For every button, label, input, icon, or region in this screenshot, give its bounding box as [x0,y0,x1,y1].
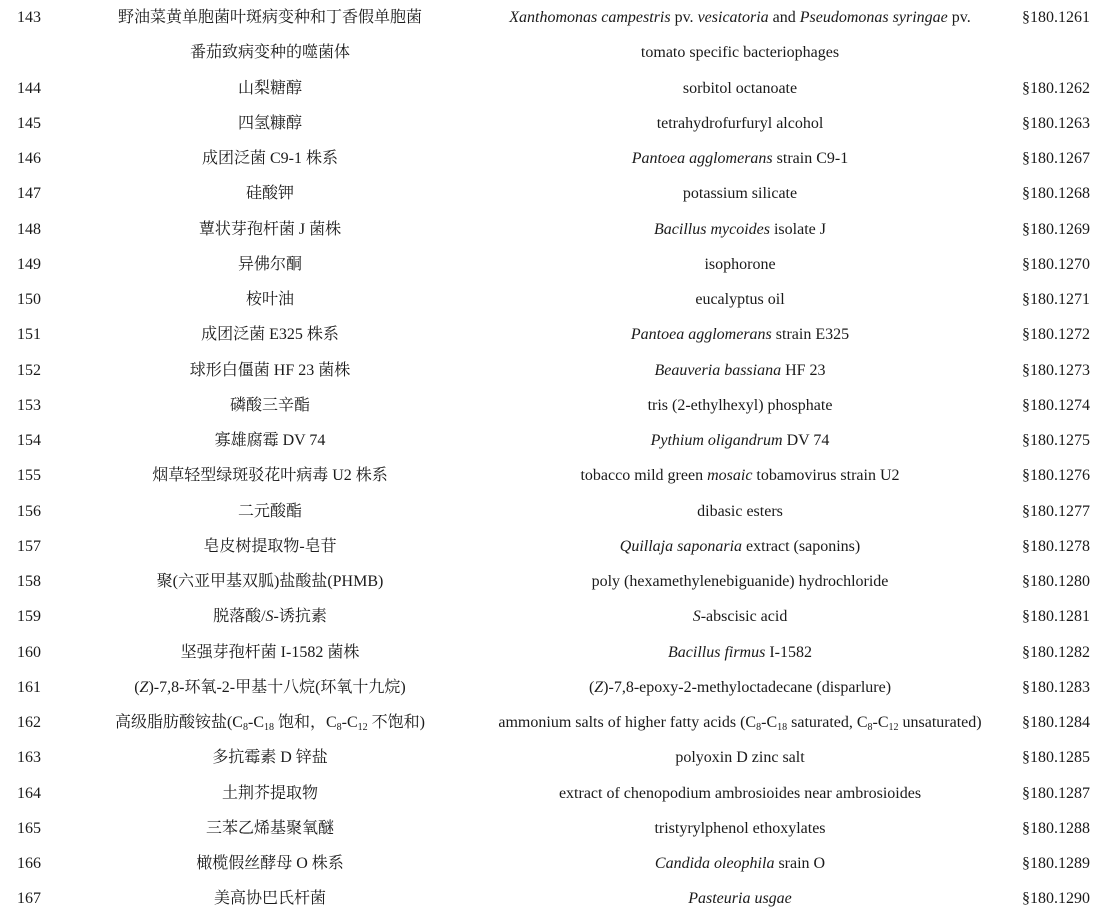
english-name [480,212,1000,247]
row-number: 145 [17,114,41,132]
regulation-section: §180.1283 [1022,678,1090,696]
english-name [480,71,1000,106]
italic-text: Pantoea agglomerans [631,150,773,167]
text-segment: 不饱和) [367,714,426,731]
english-name [480,106,1000,141]
italic-text: Pasteuria usgae [688,890,792,908]
regulation-section: §180.1272 [1022,326,1090,344]
text-segment: -C [872,714,889,731]
regulation-section: §180.1273 [1022,361,1090,379]
chinese-name: 烟草轻型绿斑驳花叶病毒 U2 株系 [152,467,388,485]
regulation-section: §180.1263 [1022,114,1090,132]
english-name [480,35,1000,70]
regulation-section: §180.1288 [1022,819,1090,837]
table-row [0,176,1094,211]
text-segment: -abscisic acid [700,608,788,626]
text-segment: extract (saponins) [742,537,861,555]
subscript: 8 [336,722,342,733]
table-row [0,247,1094,282]
italic-text: Z [594,678,604,696]
chinese-name: 山梨糖醇 [237,79,302,97]
row-number: 149 [17,255,41,273]
english-name [480,423,1000,458]
italic-text: vesicatoria [697,9,769,26]
italic-text: Beauveria bassiana [654,361,782,379]
subscript: 8 [756,722,762,733]
text-segment: tristyrylphenol ethoxylates [654,819,826,837]
table-row [0,670,1094,705]
table-row [0,388,1094,423]
chinese-name [100,599,440,634]
chinese-name [100,670,440,705]
regulation-section: §180.1285 [1022,749,1090,767]
regulation-section: §180.1271 [1022,291,1090,308]
text-segment: strain C9-1 [772,150,849,167]
table-row [0,317,1094,352]
text-segment: -C [247,714,264,731]
row-number: 158 [17,573,41,590]
subscript: 18 [263,722,274,733]
english-name [480,776,1000,811]
italic-text: Bacillus mycoides [654,220,770,238]
text-segment: poly (hexamethylenebiguanide) hydrochloride [591,573,889,590]
text-segment: sorbitol octanoate [682,79,798,97]
english-name [480,282,1000,317]
english-name [480,353,1000,388]
english-name [480,599,1000,634]
row-number: 144 [17,79,41,97]
subscript: 8 [242,722,248,733]
text-segment: potassium silicate [682,185,798,203]
row-number: 150 [17,291,41,308]
text-segment: ( [134,678,140,696]
regulation-section: §180.1280 [1022,573,1090,590]
chinese-name: 三苯乙烯基聚氧醚 [205,819,334,837]
text-segment: tobacco mild green [580,467,708,485]
row-number: 165 [17,819,41,837]
english-name [480,846,1000,881]
text-segment: ammonium salts of higher fatty acids (C [498,714,757,731]
regulation-section: §180.1261 [1022,9,1090,26]
row-number: 147 [17,185,41,203]
english-name [480,247,1000,282]
table-row [0,529,1094,564]
chinese-name: 硅酸钾 [245,185,294,203]
regulation-section: §180.1269 [1022,220,1090,238]
regulation-section: §180.1277 [1022,502,1090,520]
regulation-section: §180.1289 [1022,855,1090,872]
table-row [0,35,1094,70]
text-segment: pv. [947,9,971,26]
row-number: 152 [17,361,41,379]
table-row [0,0,1094,35]
text-segment: dibasic esters [697,502,783,520]
regulation-section: §180.1262 [1022,79,1090,97]
text-segment: tetrahydrofurfuryl alcohol [656,114,824,132]
row-number: 151 [17,326,41,344]
table-row [0,564,1094,599]
text-segment: isophorone [704,255,776,273]
english-name [480,176,1000,211]
english-name [480,811,1000,846]
row-number: 166 [17,855,41,872]
table-row [0,106,1094,141]
italic-text: Candida oleophila [654,855,775,872]
regulation-section: §180.1275 [1022,432,1090,449]
table-row [0,353,1094,388]
row-number: 161 [17,678,41,696]
chinese-name: 多抗霉素 D 锌盐 [212,749,328,767]
english-name [480,317,1000,352]
chinese-name: 番茄致病变种的噬菌体 [189,44,350,62]
table-row [0,212,1094,247]
row-number: 163 [17,749,41,767]
row-number: 164 [17,784,41,802]
row-number [12,35,46,70]
table-row [0,881,1094,916]
table-row [0,458,1094,493]
regulation-section: §180.1274 [1022,396,1090,414]
regulation-section: §180.1281 [1022,608,1090,626]
chinese-name: 球形白僵菌 HF 23 菌株 [189,361,351,379]
chinese-name: 美高协巴氏杆菌 [213,890,326,908]
text-segment: polyoxin D zinc salt [675,749,805,767]
regulation-section: §180.1268 [1022,185,1090,203]
chinese-name: 四氢糠醇 [237,114,302,132]
text-segment: )-7,8-epoxy-2-methyloctadecane (disparlure) [603,678,892,696]
italic-text: Z [139,678,149,696]
italic-text: Pantoea agglomerans [630,326,772,344]
chinese-name: 野油菜黄单胞菌叶斑病变种和丁香假单胞菌 [117,9,422,26]
text-segment: -诱抗素 [273,608,327,626]
text-segment: I-1582 [765,643,812,661]
subscript: 12 [888,722,899,733]
subscript: 8 [867,722,873,733]
chinese-name: 成团泛菌 E325 株系 [201,326,339,344]
english-name [480,705,1000,740]
subscript: 18 [777,722,788,733]
table-row [0,423,1094,458]
text-segment: and [768,9,800,26]
table-row [0,705,1094,740]
table-row [0,740,1094,775]
chinese-name: 蕈状芽孢杆菌 J 菌株 [198,220,342,238]
regulation-section: §180.1290 [1022,890,1090,908]
chinese-name: 皂皮树提取物-皂苷 [203,537,337,555]
text-segment: isolate J [769,220,826,238]
text-segment: 高级脂肪酸铵盐(C [114,714,243,731]
row-number: 159 [17,608,41,626]
row-number: 155 [17,467,41,485]
text-segment: tris (2-ethylhexyl) phosphate [647,396,833,414]
row-number: 146 [17,150,41,167]
regulation-section: §180.1284 [1022,714,1090,731]
english-name [480,458,1000,493]
text-segment: pv. [670,9,698,26]
italic-text: Pythium oligandrum [650,432,783,449]
text-segment: )-7,8-环氧-2-甲基十八烷(环氧十九烷) [148,678,406,696]
italic-text: Bacillus firmus [668,643,766,661]
table-row [0,811,1094,846]
english-name [480,0,1000,35]
regulation-section: §180.1270 [1022,255,1090,273]
chinese-name: 二元酸酯 [237,502,302,520]
text-segment: 脱落酸/ [213,608,266,626]
table-row [0,494,1094,529]
table-row [0,71,1094,106]
chinese-name: 寡雄腐霉 DV 74 [214,432,326,449]
table-row [0,635,1094,670]
text-segment: saturated, C [787,714,868,731]
row-number: 160 [17,643,41,661]
text-segment: tobamovirus strain U2 [752,467,900,485]
row-number: 143 [17,9,41,26]
subscript: 12 [357,722,368,733]
english-name [480,494,1000,529]
regulation-section: §180.1287 [1022,784,1090,802]
chinese-name: 成团泛菌 C9-1 株系 [201,150,338,167]
chinese-name: 土荆芥提取物 [221,784,318,802]
english-name [480,881,1000,916]
english-name [480,670,1000,705]
row-number: 162 [17,714,41,731]
english-name [480,564,1000,599]
english-name [480,388,1000,423]
text-segment: -C [341,714,358,731]
chinese-name [100,705,440,740]
text-segment: unsaturated) [898,714,982,731]
table-row [0,282,1094,317]
regulation-section: §180.1282 [1022,643,1090,661]
table-row [0,141,1094,176]
italic-text: S [692,608,701,626]
italic-text: Quillaja saponaria [619,537,743,555]
regulation-section: §180.1267 [1022,150,1090,167]
row-number: 153 [17,396,41,414]
regulation-section: §180.1276 [1022,467,1090,485]
text-segment: DV 74 [782,432,830,449]
english-name [480,529,1000,564]
table-row [0,599,1094,634]
text-segment: eucalyptus oil [695,291,785,308]
table-row [0,846,1094,881]
italic-text: Xanthomonas campestris [509,9,671,26]
text-segment: tomato specific bacteriophages [640,44,840,62]
row-number: 157 [17,537,41,555]
regulation-section: §180.1278 [1022,537,1090,555]
english-name [480,635,1000,670]
chinese-name: 橄榄假丝酵母 O 株系 [196,855,344,872]
chinese-name: 异佛尔酮 [237,255,302,273]
text-segment: srain O [774,855,826,872]
regulation-section [1005,35,1090,70]
text-segment: -C [761,714,778,731]
chinese-name: 桉叶油 [245,291,294,308]
row-number: 167 [17,890,41,908]
english-name [480,141,1000,176]
text-segment: strain E325 [771,326,850,344]
chinese-name: 聚(六亚甲基双胍)盐酸盐(PHMB) [156,573,384,590]
row-number: 156 [17,502,41,520]
text-segment: extract of chenopodium ambrosioides near ambrosioides [558,784,922,802]
italic-text: S [265,608,274,626]
text-segment: 饱和，C [273,714,337,731]
row-number: 148 [17,220,41,238]
text-segment: ( [588,678,595,696]
chinese-name: 坚强芽孢杆菌 I-1582 菌株 [180,643,360,661]
table-row [0,776,1094,811]
row-number: 154 [17,432,41,449]
chinese-name: 磷酸三辛酯 [229,396,310,414]
italic-text: Pseudomonas syringae [799,9,948,26]
english-name [480,740,1000,775]
text-segment: HF 23 [781,361,826,379]
italic-text: mosaic [707,467,753,485]
